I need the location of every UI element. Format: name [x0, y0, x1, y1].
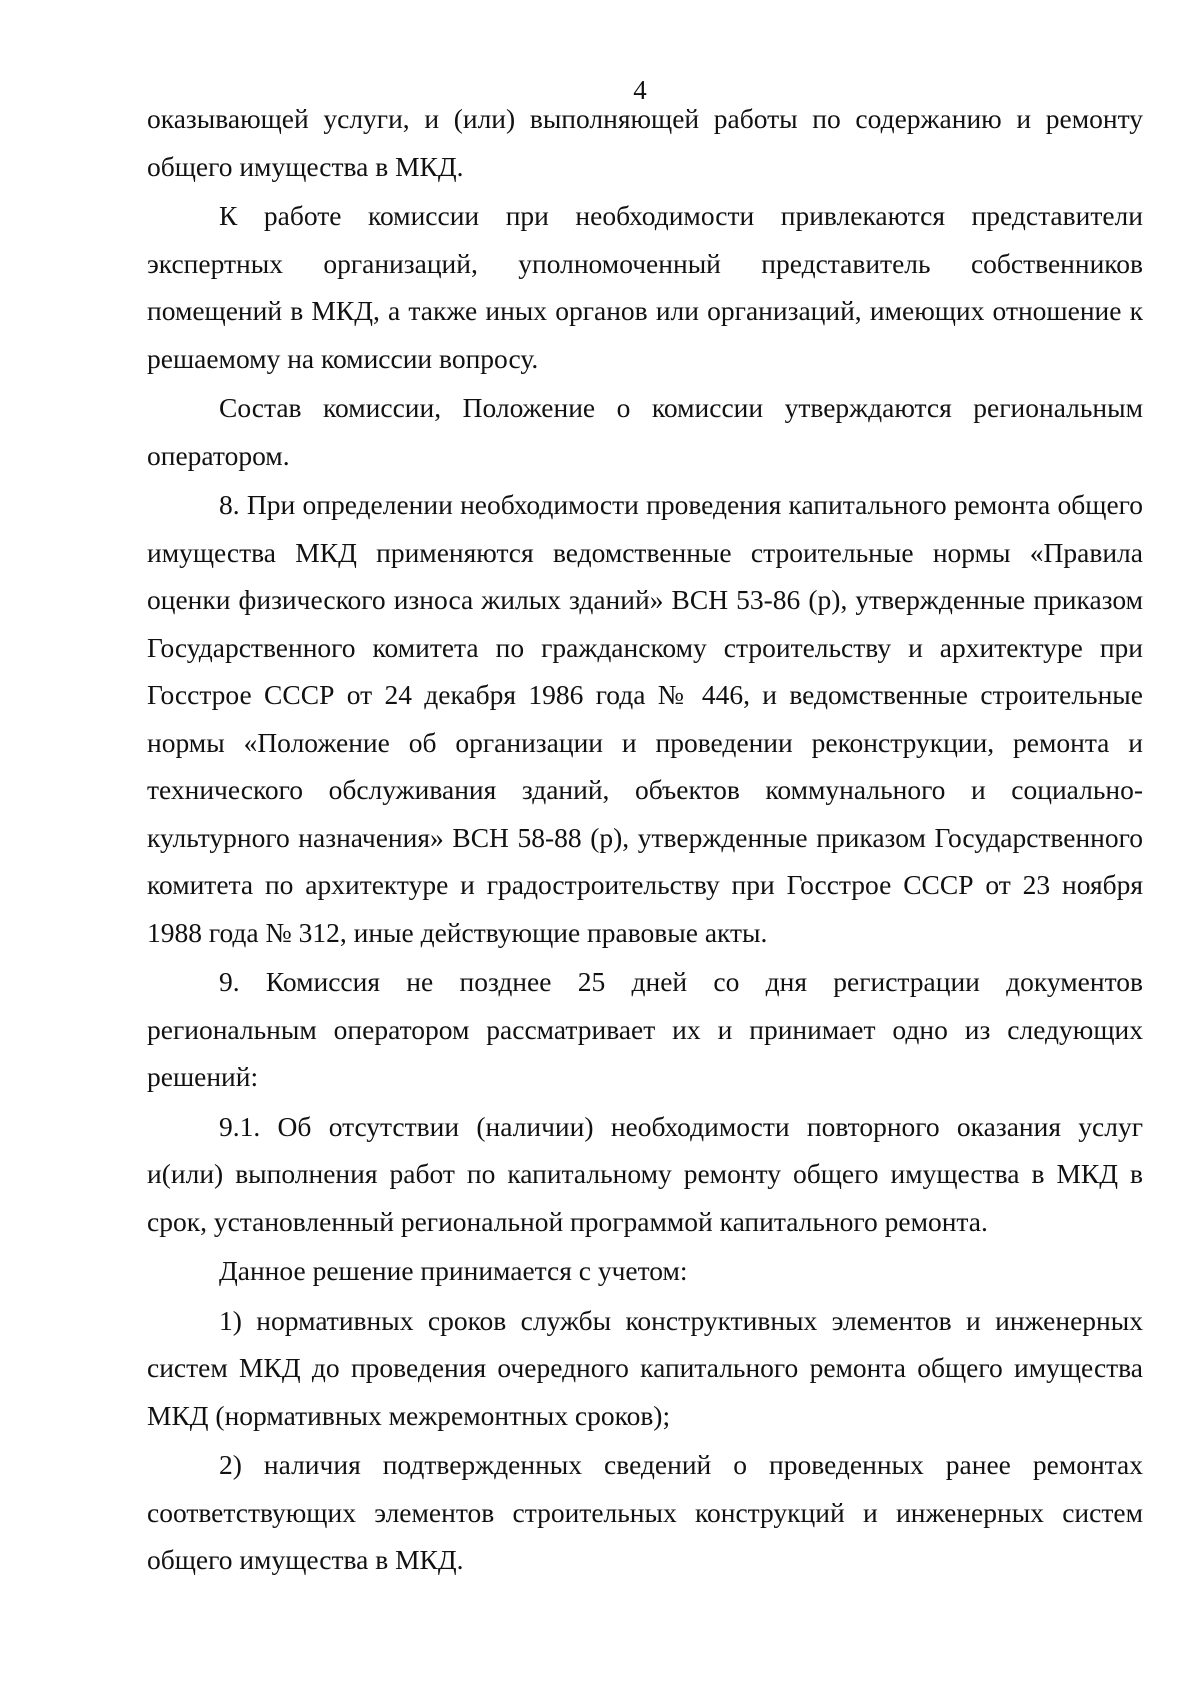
paragraph-decision-basis: Данное решение принимается с учетом: — [219, 1255, 688, 1286]
paragraph-commission-participants: К работе комиссии при необходимости привлекаются представители экспертных организаций, уполномоченный представитель собственников помещений в МКД, а также иных органов или организаций, имеющих отношение к решаемому на комиссии вопросу. — [147, 200, 1143, 374]
paragraph-item-8: 8. При определении необходимости проведения капитального ремонта общего имущества МКД применяются ведомственные строительные нормы «Правила оценки физического износа жилых зданий» ВСН 53-86 (р), утвержденные приказом Государственного комитета по гражданскому строительству и архитектуре при Госстрое СССР от 24 декабря 1986 года № 446, и ведомственные строительные нормы «Положение об организации и проведении реконструкции, ремонта и технического обслуживания зданий, объектов коммунального и социально-культурного назначения» ВСН 58-88 (р), утвержденные приказом Государственного комитета по архитектуре и градостроительству при Госстрое СССР от 23 ноября 1988 года № 312, иные действующие правовые акты. — [147, 489, 1143, 948]
paragraph-item-9-1: 9.1. Об отсутствии (наличии) необходимости повторного оказания услуг и(или) выполнения работ по капитальному ремонту общего имущества в МКД в срок, установленный региональной программой капитального ремонта. — [147, 1110, 1143, 1237]
paragraph-item-9: 9. Комиссия не позднее 25 дней со дня регистрации документов региональным оператором рассматривает их и принимает одно из следующих решений: — [147, 966, 1143, 1092]
document-body — [147, 95, 1143, 1584]
paragraph-continuation: оказывающей услуги, и (или) выполняющей работы по содержанию и ремонту общего имущества в МКД. — [147, 103, 1143, 182]
paragraph-commission-composition: Состав комиссии, Положение о комиссии утверждаются региональным оператором. — [147, 392, 1143, 471]
page-number: 4 — [633, 75, 647, 105]
paragraph-subitem-2: 2) наличия подтвержденных сведений о проведенных ранее ремонтах соответствующих элементов строительных конструкций и инженерных систем общего имущества в МКД. — [147, 1449, 1143, 1575]
paragraph-subitem-1: 1) нормативных сроков службы конструктивных элементов и инженерных систем МКД до проведения очередного капитального ремонта общего имущества МКД (нормативных межремонтных сроков); — [147, 1304, 1143, 1431]
